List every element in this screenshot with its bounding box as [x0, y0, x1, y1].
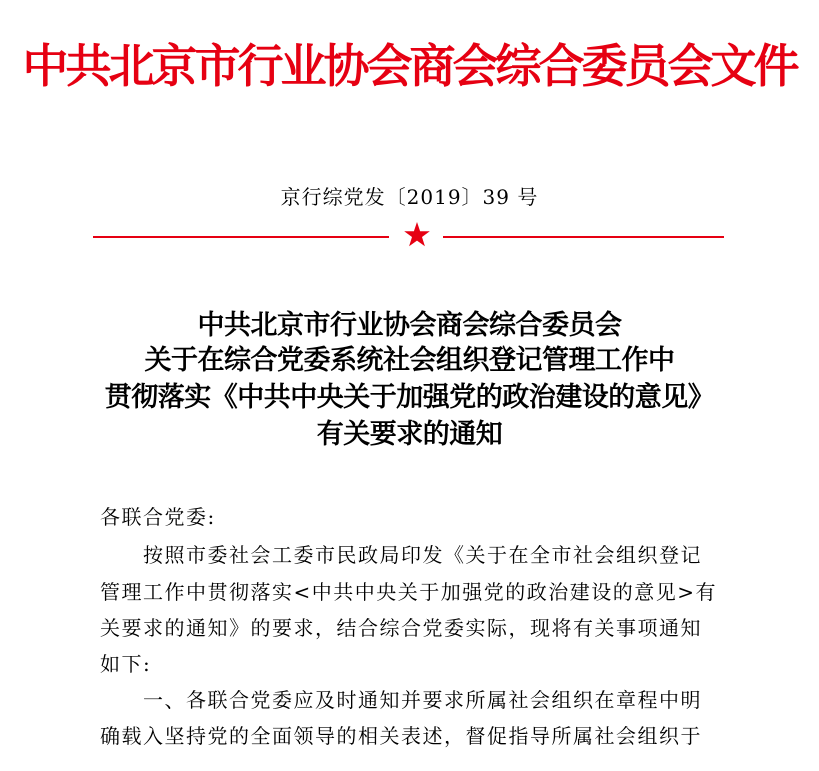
red-divider-right [443, 236, 724, 238]
notice-title-line-3: 贯彻落实《中共中央关于加强党的政治建设的意见》 [104, 382, 715, 413]
document-header-title: 中共北京市行业协会商会综合委员会文件 [22, 39, 797, 93]
notice-title-line-2: 关于在综合党委系统社会组织登记管理工作中 [144, 345, 675, 376]
body-line: 按照市委社会工委市民政局印发《关于在全市社会组织登记 [143, 543, 702, 567]
salutation: 各联合党委: [100, 505, 216, 529]
notice-title-line-4: 有关要求的通知 [316, 419, 503, 450]
star-icon [403, 221, 431, 249]
body-line: 如下: [100, 652, 152, 676]
notice-title-line-1: 中共北京市行业协会商会综合委员会 [197, 310, 622, 341]
body-line: 确载入坚持党的全面领导的相关表述，督促指导所属社会组织于 [100, 724, 702, 748]
body-line: 关要求的通知》的要求，结合综合党委实际，现将有关事项通知 [100, 616, 702, 640]
body-line: 一、各联合党委应及时通知并要求所属社会组织在章程中明 [143, 688, 702, 712]
document-number: 京行综党发〔2019〕39 号 [280, 185, 539, 209]
body-line: 管理工作中贯彻落实<中共中央关于加强党的政治建设的意见>有 [100, 580, 718, 604]
red-divider-left [93, 236, 389, 238]
